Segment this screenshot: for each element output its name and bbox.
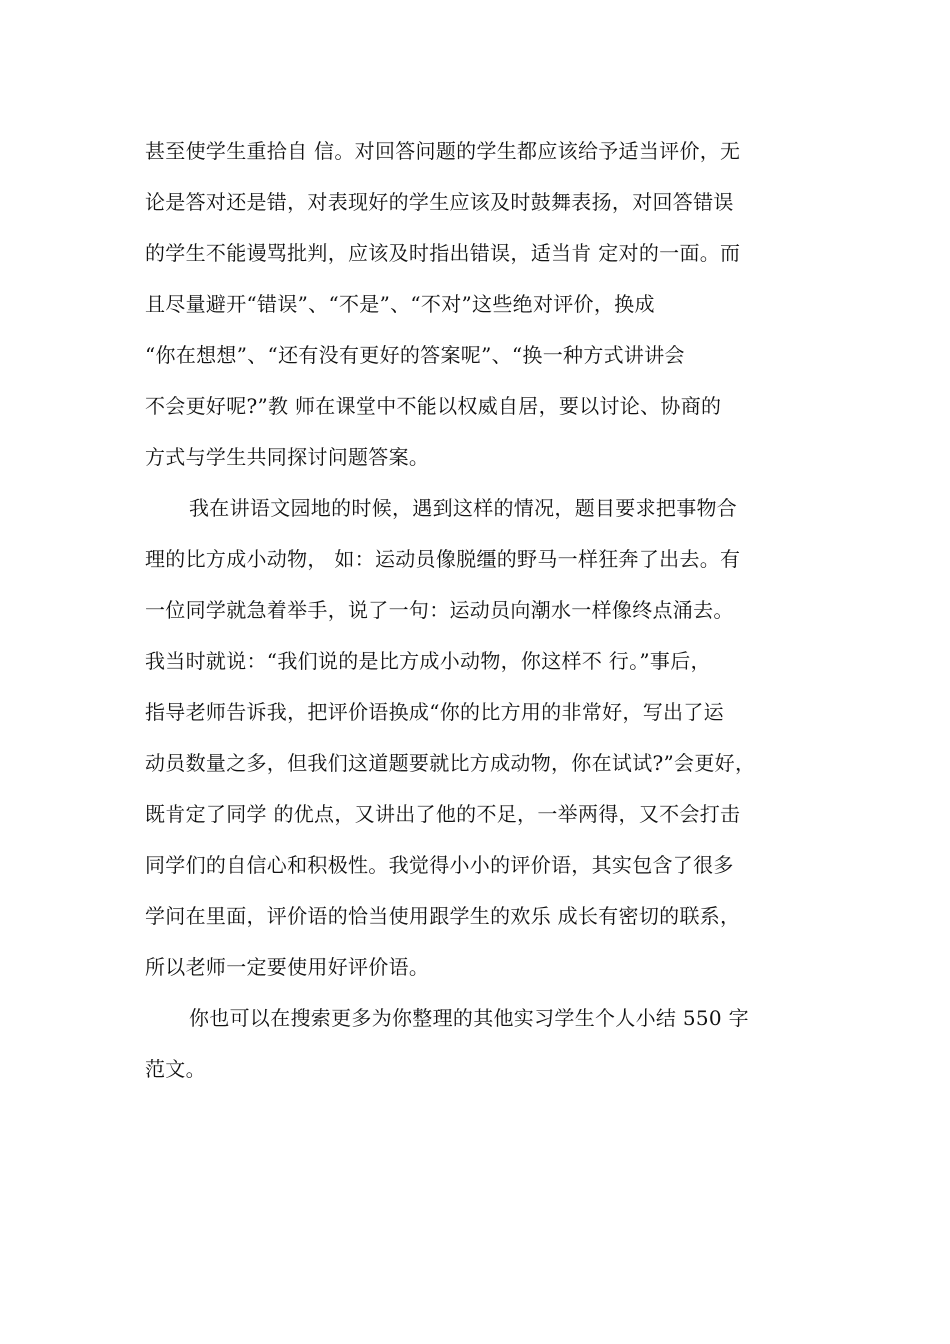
text-line: 指导老师告诉我，把评价语换成“你的比方用的非常好，写出了运 (145, 700, 724, 724)
document-body (145, 126, 825, 1095)
text-line: 同学们的自信心和积极性。我觉得小小的评价语，其实包含了很多 (145, 853, 734, 877)
text-line: 我在讲语文园地的时候，遇到这样的情况，题目要求把事物合 (189, 496, 738, 520)
text-line: “你在想想”、“还有没有更好的答案呢”、“换一种方式讲讲会 (145, 343, 685, 367)
text-line: 既肯定了同学 的优点，又讲出了他的不足，一举两得，又不会打击 (145, 802, 741, 826)
text-line: 一位同学就急着举手，说了一句：运动员向潮水一样像终点涌去。 (145, 598, 734, 622)
text-line: 方式与学生共同探讨问题答案。 (145, 445, 430, 469)
text-line: 我当时就说：“我们说的是比方成小动物，你这样不 行。”事后， (145, 649, 711, 673)
text-line: 动员数量之多，但我们这道题要就比方成动物，你在试试?”会更好， (145, 751, 756, 775)
text-line: 理的比方成小动物， 如：运动员像脱缰的野马一样狂奔了出去。有 (145, 547, 741, 571)
text-line: 所以老师一定要使用好评价语。 (145, 955, 430, 979)
text-line: 论是答对还是错，对表现好的学生应该及时鼓舞表扬，对回答错误 (145, 190, 734, 214)
text-line: 你也可以在搜索更多为你整理的其他实习学生个人小结 550 字 (189, 1006, 749, 1030)
text-line: 学问在里面，评价语的恰当使用跟学生的欢乐 成长有密切的联系， (145, 904, 741, 928)
text-line: 的学生不能谩骂批判，应该及时指出错误，适当肯 定对的一面。而 (145, 241, 741, 265)
text-line: 范文。 (145, 1057, 206, 1081)
text-line: 不会更好呢?”教 师在课堂中不能以权威自居，要以讨论、协商的 (145, 394, 722, 418)
text-line: 且尽量避开“错误”、“不是”、“不对”这些绝对评价，换成 (145, 292, 655, 316)
text-line: 甚至使学生重拾自 信。对回答问题的学生都应该给予适当评价，无 (145, 139, 741, 163)
